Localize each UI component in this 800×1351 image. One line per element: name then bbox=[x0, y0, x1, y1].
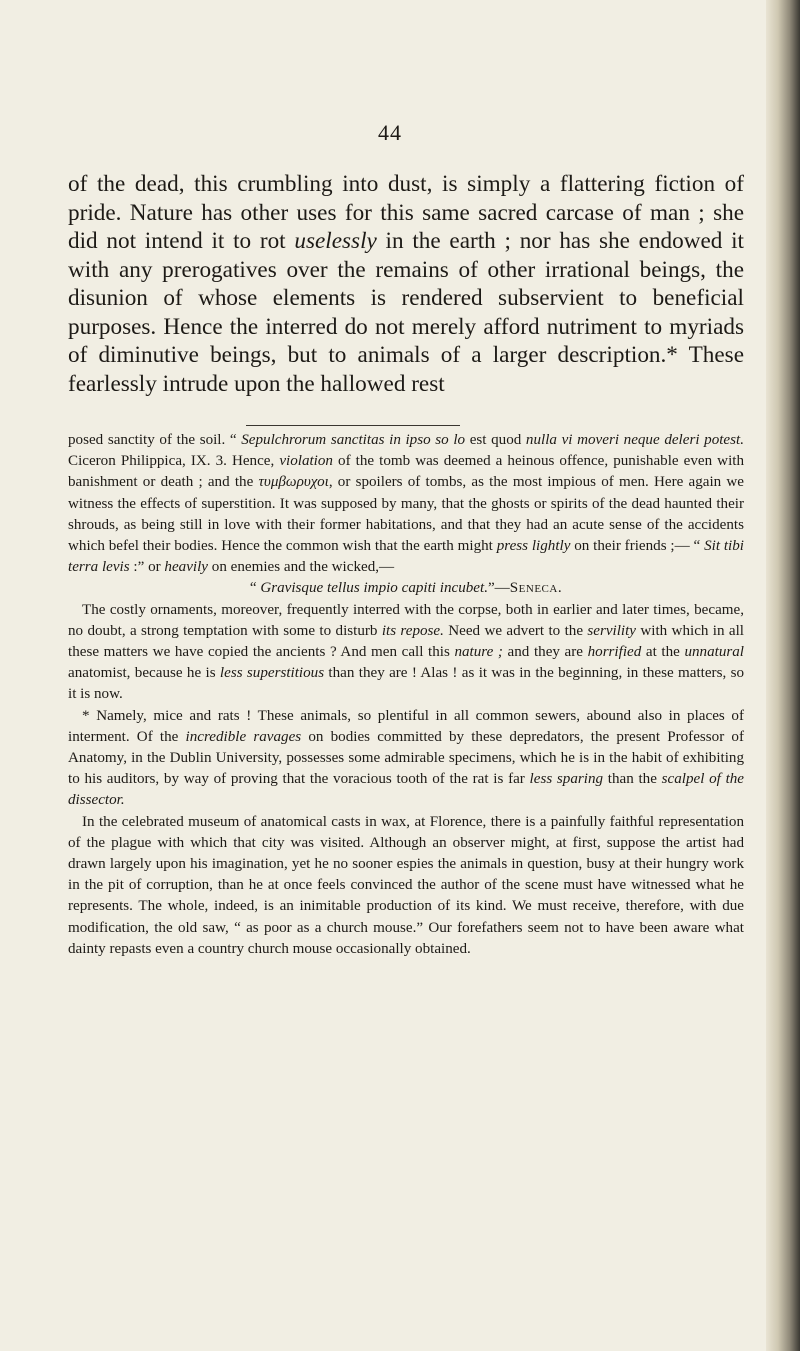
text-run: * Namely, mice and rats ! These animals, so plentiful in all common sewers, abound also in places of interment. Of the bbox=[68, 707, 744, 745]
text-run: :” or bbox=[129, 559, 165, 576]
emphasis: horrified bbox=[587, 644, 642, 661]
emphasis: nature ; bbox=[454, 644, 503, 661]
text-run: with which in all these matters we have copied the ancients ? And men call this bbox=[68, 622, 744, 661]
text-run: than the bbox=[603, 771, 662, 788]
page-number: 44 bbox=[378, 120, 402, 145]
emphasis: heavily bbox=[164, 559, 209, 576]
text-run: posed sanctity of the soil. “ bbox=[68, 432, 242, 448]
text-run: “ bbox=[249, 580, 261, 597]
emphasis: Sit tibi terra levis bbox=[68, 538, 744, 576]
text-run: Ciceron Philippica, IX. 3. Hence, bbox=[68, 453, 280, 470]
main-paragraph bbox=[68, 170, 744, 398]
quote-author: Seneca. bbox=[509, 580, 563, 597]
emphasis: unnatural bbox=[684, 644, 744, 661]
text-run: est quod bbox=[465, 432, 526, 448]
text-run: Need we advert to the bbox=[443, 622, 588, 639]
text-run: on their friends ;— “ bbox=[570, 538, 705, 555]
text-run: , or spoilers of tombs, as the most impious of men. Here again we witness the effects of superstition. It was supposed by many, that the ghosts or spirits of the dead haunted their shrouds, as being still in love with their former habitations, and that they had an acute sense of the accidents which befel their bodies. Hence the common wish that the earth might bbox=[68, 474, 744, 555]
text-run: on enemies and the wicked,— bbox=[208, 559, 395, 576]
footnote-paragraph bbox=[68, 812, 744, 960]
footnote-quotation bbox=[68, 578, 744, 599]
emphasis: uselessly bbox=[294, 228, 377, 254]
emphasis: violation bbox=[279, 453, 333, 470]
footnote-paragraph bbox=[68, 706, 744, 812]
emphasis: servility bbox=[587, 622, 636, 639]
emphasis: press lightly bbox=[496, 538, 571, 555]
emphasis: scalpel of the dissector. bbox=[68, 771, 745, 809]
emphasis: nulla vi moveri neque deleri potest. bbox=[525, 432, 744, 448]
text-run: In the celebrated museum of anatomical casts in wax, at Florence, there is a painfully faithful representation of the plague with which that city was visited. Although an observer might, at first, suppose the artist had drawn largely upon his imagination, yet he no sooner espies the animals in question, busy at their hungry work in the pit of corruption, than he at once feels convinced the author of the scene must have witnessed what he represents. The whole, indeed, is an inimitable production of its kind. We must receive, therefore, with due modification, the old saw, “ as poor as a church mouse.” Our forefathers seem not to have been aware what dainty repasts even a country church mouse occasionally obtained. bbox=[68, 813, 744, 957]
emphasis: Gravisque tellus impio capiti incubet. bbox=[260, 580, 488, 597]
text-run: and they are bbox=[502, 644, 588, 661]
footnote-paragraph bbox=[68, 600, 744, 706]
emphasis: its repose. bbox=[381, 622, 444, 639]
text-run: ”— bbox=[487, 580, 510, 597]
emphasis: less sparing bbox=[529, 771, 604, 788]
text-run: of the tomb was deemed a heinous offence, punishable even with banishment or death ; and the bbox=[68, 453, 745, 491]
text-run: on bodies committed by these depredators, the present Professor of Anatomy, in the Dublin University, possesses some admirable specimens, which he is in the habit of exhibiting to his auditors, by way of proving that the voracious tooth of the rat is far bbox=[68, 728, 744, 788]
emphasis: τυμβωρυχοι bbox=[258, 474, 329, 491]
emphasis: Sepulchrorum sanctitas in ipso so lo bbox=[241, 432, 466, 448]
footnotes bbox=[68, 430, 744, 960]
text-run: at the bbox=[641, 644, 685, 661]
footnote-paragraph bbox=[68, 430, 744, 578]
text-run: than they are ! Alas ! as it was in the beginning, in these matters, so it is now. bbox=[68, 665, 744, 703]
text-run: The costly ornaments, moreover, frequently interred with the corpse, both in earlier and later times, became, no doubt, a strong temptation with some to disturb bbox=[68, 601, 744, 639]
emphasis: incredible ravages bbox=[185, 728, 302, 745]
page-edge-shadow bbox=[766, 0, 800, 1351]
emphasis: less superstitious bbox=[219, 665, 325, 682]
text-run: of the dead, this crumbling into dust, is simply a flattering fiction of pride. Nature has other uses for this same sacred carcase of man ; she did not intend it to rot bbox=[68, 171, 744, 254]
text-run: in the earth ; nor has she endowed it with any prerogatives over the remains of other irrational beings, the disunion of whose elements is rendered subservient to beneficial purposes. Hence the interred do not merely afford nutriment to myriads of diminutive beings, but to animals of a larger description.* These fearlessly intrude upon the hallowed rest bbox=[68, 228, 744, 397]
footnote-divider bbox=[246, 425, 460, 426]
text-run: anatomist, because he is bbox=[68, 665, 220, 682]
